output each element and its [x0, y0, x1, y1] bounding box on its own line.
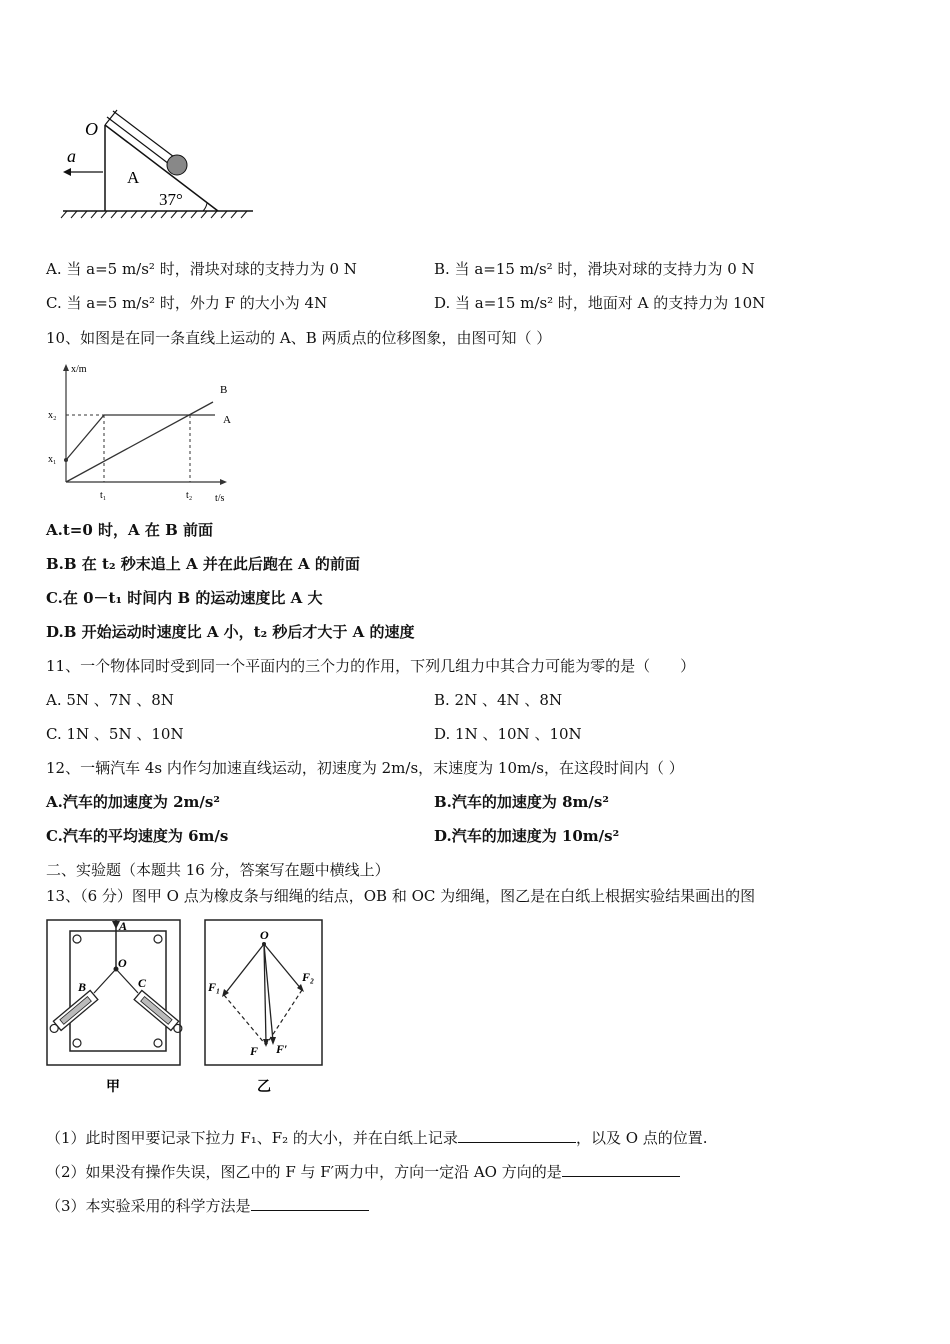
q11-option-d: D. 1N 、10N 、10N: [434, 725, 582, 743]
jia-label-a: A: [119, 919, 128, 933]
experiment-figure-jia: [44, 917, 184, 1097]
jia-label-b: B: [78, 980, 87, 994]
yi-label-fprime: F′: [276, 1042, 288, 1056]
yi-label-f2: F₂: [302, 970, 315, 984]
graph-label-a: A: [223, 414, 231, 426]
graph-x2: x₂: [48, 410, 57, 421]
graph-label-b: B: [220, 384, 228, 396]
q11-stem: 11、一个物体同时受到同一个平面内的三个力的作用，下列几组力中其合力可能为零的是（ ）: [46, 657, 696, 675]
graph-xlabel: t/s: [215, 493, 225, 504]
q11-option-a: A. 5N 、7N 、8N: [46, 691, 174, 709]
q9-option-a: A. 当 a=5 m/s² 时，滑块对球的支持力为 0 N: [46, 260, 357, 278]
q9-option-c: C. 当 a=5 m/s² 时，外力 F 的大小为 4N: [46, 294, 328, 312]
q13-part1-text: （1）此时图甲要记录下拉力 F₁、F₂ 的大小，并在白纸上记录: [46, 1129, 458, 1147]
q13-part1: [46, 1128, 708, 1148]
position-time-graph: [45, 360, 245, 510]
experiment-figure-yi: [202, 917, 327, 1097]
q13-part1-tail: ，以及 O 点的位置.: [575, 1129, 708, 1147]
q12-option-c: C.汽车的平均速度为 6m/s: [46, 827, 229, 845]
q12-stem: 12、一辆汽车 4s 内作匀加速直线运动，初速度为 2m/s，末速度为 10m/s，在这段时间内（ ）: [46, 759, 684, 777]
jia-caption: 甲: [106, 1080, 120, 1095]
q10-option-c: C.在 0－t₁ 时间内 B 的运动速度比 A 大: [46, 589, 323, 607]
incline-block-figure: [55, 105, 265, 220]
q10-option-b: B.B 在 t₂ 秒末追上 A 并在此后跑在 A 的前面: [46, 555, 360, 573]
q13-part3-text: （3）本实验采用的科学方法是: [46, 1197, 251, 1215]
q13-part2-text: （2）如果没有操作失误，图乙中的 F 与 F′两力中，方向一定沿 AO 方向的是: [46, 1163, 562, 1181]
q9-option-b: B. 当 a=15 m/s² 时，滑块对球的支持力为 0 N: [434, 260, 755, 278]
fig9-label-O: O: [85, 119, 98, 139]
fig9-label-A: A: [127, 168, 140, 187]
graph-x1: x₁: [48, 454, 57, 465]
jia-label-o: O: [118, 956, 127, 970]
q12-option-d: D.汽车的加速度为 10m/s²: [434, 827, 620, 845]
fig9-angle: 37°: [159, 190, 183, 209]
yi-caption: 乙: [257, 1080, 271, 1095]
answer-blank-2[interactable]: [562, 1162, 680, 1177]
answer-blank-1[interactable]: [458, 1128, 576, 1143]
q12-option-b: B.汽车的加速度为 8m/s²: [434, 793, 609, 811]
q10-option-d: D.B 开始运动时速度比 A 小，t₂ 秒后才大于 A 的速度: [46, 623, 415, 641]
q10-option-a: A.t=0 时，A 在 B 前面: [46, 521, 214, 539]
yi-label-f1: F₁: [208, 980, 221, 994]
q11-option-b: B. 2N 、4N 、8N: [434, 691, 563, 709]
q11-option-c: C. 1N 、5N 、10N: [46, 725, 184, 743]
graph-t2: t₂: [186, 490, 193, 501]
q12-option-a: A.汽车的加速度为 2m/s²: [46, 793, 220, 811]
q10-stem: 10、如图是在同一条直线上运动的 A、B 两质点的位移图象，由图可知（ ）: [46, 329, 552, 347]
graph-t1: t₁: [100, 490, 107, 501]
yi-label-f: F: [250, 1044, 259, 1058]
graph-ylabel: x/m: [71, 364, 87, 375]
q13-part2: [46, 1162, 680, 1182]
q9-option-d: D. 当 a=15 m/s² 时，地面对 A 的支持力为 10N: [434, 294, 766, 312]
answer-blank-3[interactable]: [251, 1196, 369, 1211]
fig9-label-a: a: [67, 146, 76, 166]
section-heading: 二、实验题（本题共 16 分，答案写在题中横线上）: [46, 861, 390, 879]
jia-label-c: C: [138, 976, 147, 990]
yi-label-o: O: [260, 928, 269, 942]
q13-part3: [46, 1196, 369, 1216]
q13-stem: 13、（6 分）图甲 O 点为橡皮条与细绳的结点，OB 和 OC 为细绳，图乙是在白纸上根据实验结果画出的图: [46, 887, 756, 905]
